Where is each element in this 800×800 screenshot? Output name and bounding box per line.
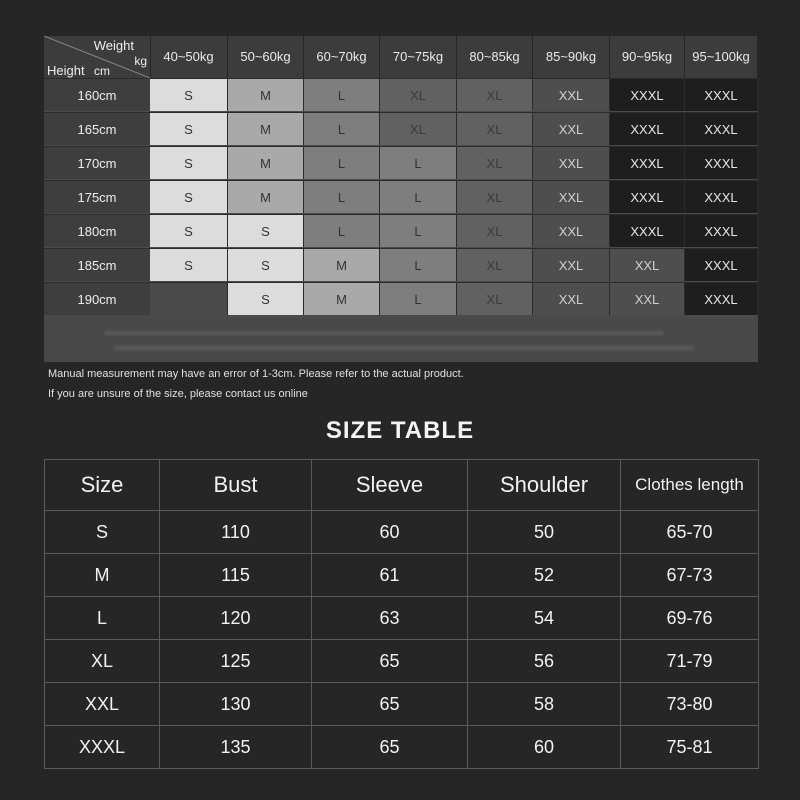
- size-cell: S: [150, 248, 228, 281]
- size-cell: S: [150, 214, 228, 247]
- height-row-label: 190cm: [44, 282, 150, 315]
- shoulder-cell: 54: [468, 597, 621, 640]
- clothes-length-cell: 69-76: [621, 597, 759, 640]
- size-cell: XL: [457, 112, 533, 145]
- size-cell: XXL: [45, 683, 160, 726]
- size-cell: XXL: [533, 248, 610, 281]
- height-row-label: 180cm: [44, 214, 150, 247]
- height-row-label: 165cm: [44, 112, 150, 145]
- sleeve-cell: 65: [312, 640, 468, 683]
- size-cell: XXL: [533, 112, 610, 145]
- table-row: [45, 683, 759, 726]
- sleeve-cell: 61: [312, 554, 468, 597]
- bust-cell: 120: [160, 597, 312, 640]
- size-table-header-row: [45, 460, 759, 511]
- weight-header-cell: 50~60kg: [228, 36, 304, 78]
- weight-header-cell: 60~70kg: [304, 36, 380, 78]
- bust-cell: 125: [160, 640, 312, 683]
- weight-unit-label: kg: [134, 54, 147, 68]
- header-sleeve: Sleeve: [312, 460, 468, 511]
- table-row: [45, 511, 759, 554]
- header-shoulder: Shoulder: [468, 460, 621, 511]
- height-unit-label: cm: [94, 64, 110, 78]
- size-cell: M: [228, 112, 304, 145]
- size-cell: S: [228, 282, 304, 315]
- size-cell: XL: [457, 248, 533, 281]
- clothes-length-cell: 67-73: [621, 554, 759, 597]
- weight-header-cell: 80~85kg: [457, 36, 533, 78]
- size-cell: L: [380, 214, 457, 247]
- height-axis-label: Height: [47, 63, 85, 78]
- shoulder-cell: 56: [468, 640, 621, 683]
- weight-header-cell: 90~95kg: [610, 36, 685, 78]
- measurement-note: Manual measurement may have an error of 1-3cm. Please refer to the actual product.: [48, 368, 464, 380]
- sleeve-cell: 60: [312, 511, 468, 554]
- size-cell: XXL: [610, 248, 685, 281]
- size-cell: XXXL: [685, 180, 758, 213]
- clothes-length-cell: 71-79: [621, 640, 759, 683]
- bust-cell: 115: [160, 554, 312, 597]
- sleeve-cell: 65: [312, 726, 468, 769]
- size-cell: M: [228, 180, 304, 213]
- height-row-label: 170cm: [44, 146, 150, 179]
- size-cell: XXXL: [685, 78, 758, 111]
- size-cell: L: [304, 112, 380, 145]
- sleeve-cell: 65: [312, 683, 468, 726]
- size-cell: XL: [457, 282, 533, 315]
- size-cell: S: [150, 180, 228, 213]
- size-cell: XL: [380, 78, 457, 111]
- size-cell: XXXL: [610, 112, 685, 145]
- shoulder-cell: 58: [468, 683, 621, 726]
- shoulder-cell: 50: [468, 511, 621, 554]
- clothes-length-cell: 73-80: [621, 683, 759, 726]
- size-cell: S: [45, 511, 160, 554]
- size-cell: XL: [45, 640, 160, 683]
- size-cell: M: [304, 248, 380, 281]
- shoulder-cell: 60: [468, 726, 621, 769]
- height-row-label: 175cm: [44, 180, 150, 213]
- weight-header-cell: 70~75kg: [380, 36, 457, 78]
- header-bust: Bust: [160, 460, 312, 511]
- header-size: Size: [45, 460, 160, 511]
- size-cell: M: [228, 78, 304, 111]
- size-cell: XXXL: [610, 180, 685, 213]
- size-cell: S: [150, 112, 228, 145]
- weight-header-cell: 95~100kg: [685, 36, 758, 78]
- size-cell: XL: [457, 214, 533, 247]
- size-cell: XXL: [533, 78, 610, 111]
- weight-header-cell: 85~90kg: [533, 36, 610, 78]
- bust-cell: 110: [160, 511, 312, 554]
- table-row: [45, 640, 759, 683]
- size-table: [44, 459, 759, 769]
- size-table-body: [45, 511, 759, 769]
- size-cell: L: [380, 248, 457, 281]
- blurred-text-strip: [44, 319, 758, 362]
- size-cell: L: [45, 597, 160, 640]
- size-cell: XXL: [610, 282, 685, 315]
- size-cell: S: [228, 214, 304, 247]
- chart-corner-cell: [44, 36, 151, 78]
- size-cell: XXXL: [685, 282, 758, 315]
- size-recommendation-chart: [44, 36, 758, 362]
- size-cell: XXXL: [610, 214, 685, 247]
- weight-axis-label: Weight: [93, 38, 134, 53]
- size-cell: XXXL: [610, 78, 685, 111]
- table-row: [45, 554, 759, 597]
- size-cell: XL: [457, 180, 533, 213]
- header-clothes-length: Clothes length: [621, 460, 759, 511]
- clothes-length-cell: 75-81: [621, 726, 759, 769]
- size-cell: XXXL: [685, 214, 758, 247]
- size-cell: XL: [457, 146, 533, 179]
- size-cell: XXXL: [685, 146, 758, 179]
- weight-header-cell: 40~50kg: [150, 36, 228, 78]
- size-cell: M: [228, 146, 304, 179]
- size-cell: XL: [380, 112, 457, 145]
- size-cell: S: [150, 78, 228, 111]
- clothes-length-cell: 65-70: [621, 511, 759, 554]
- height-row-label: 160cm: [44, 78, 150, 111]
- size-table-title: SIZE TABLE: [325, 417, 475, 444]
- size-cell: XXL: [533, 146, 610, 179]
- height-row-label: 185cm: [44, 248, 150, 281]
- size-cell: L: [304, 214, 380, 247]
- size-cell: L: [304, 78, 380, 111]
- size-cell: XXL: [533, 214, 610, 247]
- size-cell: S: [228, 248, 304, 281]
- size-cell: L: [380, 146, 457, 179]
- size-cell: L: [304, 146, 380, 179]
- bust-cell: 130: [160, 683, 312, 726]
- size-cell: L: [304, 180, 380, 213]
- size-cell: XXXL: [45, 726, 160, 769]
- chart-header: [44, 36, 758, 78]
- size-cell: XL: [457, 78, 533, 111]
- size-cell: XXL: [533, 282, 610, 315]
- bust-cell: 135: [160, 726, 312, 769]
- table-row: [45, 726, 759, 769]
- size-cell: L: [380, 180, 457, 213]
- size-cell: XXXL: [610, 146, 685, 179]
- size-cell: S: [150, 146, 228, 179]
- size-cell: [150, 282, 228, 315]
- size-cell: XXL: [533, 180, 610, 213]
- size-cell: M: [45, 554, 160, 597]
- contact-note: If you are unsure of the size, please contact us online: [48, 388, 308, 400]
- table-row: [45, 597, 759, 640]
- size-cell: XXXL: [685, 112, 758, 145]
- size-cell: M: [304, 282, 380, 315]
- size-cell: XXXL: [685, 248, 758, 281]
- size-cell: L: [380, 282, 457, 315]
- shoulder-cell: 52: [468, 554, 621, 597]
- sleeve-cell: 63: [312, 597, 468, 640]
